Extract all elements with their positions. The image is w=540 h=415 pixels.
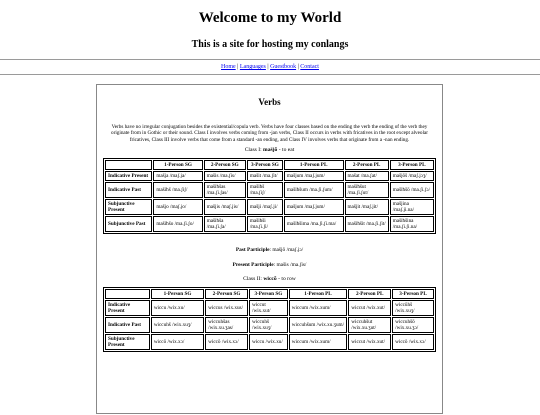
table-row — [105, 317, 434, 333]
row-header: Subjunctive Past — [105, 216, 152, 232]
table-cell: mašjina /maʃ.ji.na/ — [390, 199, 434, 215]
table-cell: mašja /maʃ.ja/ — [153, 171, 202, 181]
table-cell: wiccum /wix.xum/ — [289, 300, 348, 316]
present-participle — [102, 262, 437, 268]
table-cell: mašji /maʃ.ji/ — [247, 199, 283, 215]
divider-bottom — [0, 74, 540, 75]
nav-link-guestbook[interactable]: Guestbook — [270, 64, 297, 70]
table-cell: mašiħšō /ma.ʃi.ʃɔ/ — [390, 182, 434, 198]
table-cell: wiccuhšas /wix.xu.ʒas/ — [205, 317, 248, 333]
table-cell: wiccuhš /wix.xuʒ/ — [249, 317, 288, 333]
table-cell: wiccuhšō /wix.xu.ʒɔ/ — [392, 317, 434, 333]
column-header: 3-Person PL — [392, 289, 434, 299]
column-header: 2-Person PL — [348, 289, 391, 299]
nav-link-home[interactable]: Home — [221, 64, 236, 70]
table-cell: mašiħšum /ma.ʃi.ʃum/ — [284, 182, 344, 198]
column-header: 1-Person SG — [153, 160, 202, 170]
nav-separator: | — [237, 64, 239, 70]
class-label: Class I: — [244, 147, 262, 154]
table-cell: mašjum /maʃ.jum/ — [284, 199, 344, 215]
present-participle-value: : mašis /ma.ʃis/ — [273, 262, 307, 269]
table-cell: wiccuhš /wix.xuʒ/ — [151, 317, 204, 333]
table-cell: mašiħši /ma.ʃi.ʃi/ — [247, 216, 283, 232]
conjugation-table-class-2 — [103, 287, 436, 352]
table-cell: mašjōš /maʃ.jɔʒ/ — [390, 171, 434, 181]
table-cell: mašjo /maʃ.jo/ — [153, 199, 202, 215]
table-cell: mašiħšas /ma.ʃi.ʃas/ — [204, 182, 246, 198]
section-heading: Verbs — [258, 97, 281, 107]
table-cell: mašiħša /ma.ʃi.ʃa/ — [204, 216, 246, 232]
table-cell: mašiħš /ma.ʃiʃ/ — [247, 182, 283, 198]
table-cell: wiccum /wix.xum/ — [289, 334, 348, 350]
table-cell: wiccuhšum /wix.xu.ʒum/ — [289, 317, 348, 333]
table-header-row — [105, 289, 434, 299]
table-cell: mašiħšo /ma.ʃi.ʃo/ — [153, 216, 202, 232]
column-header: 1-Person PL — [289, 289, 348, 299]
intro-paragraph: Verbs have no irregular conjugation besides the existential/copula verb. Verbs have four classes based on the ending the verb the ending of the verb they originate from in Gothic or their sound. Class I involves verbs coming from -jan verbs, Class II occurs in verbs with fricatives in the root except alveolar fricatives, Class III involve verbs that come from a standard -an ending, and Class IV involves verbs that originate from a -nan ending. — [111, 124, 428, 143]
table-cell: wiccō /wix.xɔ/ — [392, 334, 434, 350]
table-cell: mašjit /maʃ.jit/ — [345, 199, 389, 215]
row-header: Subjunctive Present — [105, 334, 150, 350]
table-cell: wiccuhšut /wix.xu.ʒut/ — [348, 317, 391, 333]
row-header: Indicative Present — [105, 171, 152, 181]
past-participle-label: Past Participle — [235, 247, 270, 254]
class-label: Class II: — [243, 276, 262, 283]
table-cell: mašat /ma.ʃat/ — [345, 171, 389, 181]
class-gloss: - to row — [278, 276, 296, 283]
column-header — [105, 289, 150, 299]
past-participle-value: : mašjō /maʃ.jɔ/ — [269, 247, 304, 254]
table-cell: mašiħš /ma.ʃiʃ/ — [153, 182, 202, 198]
table-cell: mašjum /maʃ.jum/ — [284, 171, 344, 181]
nav-bar — [0, 63, 540, 71]
column-header: 3-Person SG — [247, 160, 283, 170]
nav-link-contact[interactable]: Contact — [300, 64, 319, 70]
table-cell: mašjis /maʃ.jis/ — [204, 199, 246, 215]
table-cell: mašiħšina /ma.ʃi.ʃi.na/ — [390, 216, 434, 232]
divider-top — [0, 59, 540, 60]
table-row — [105, 182, 434, 198]
table-cell: mašiħšima /ma.ʃi.ʃi.ma/ — [284, 216, 344, 232]
column-header: 2-Person PL — [345, 160, 389, 170]
table-cell: wiccut /wix.xut/ — [348, 300, 391, 316]
table-cell: wiccu /wix.xu/ — [249, 334, 288, 350]
row-header: Subjunctive Present — [105, 199, 152, 215]
site-subtitle: This is a site for hosting my conlangs — [191, 39, 349, 50]
table-row — [105, 216, 434, 232]
row-header: Indicative Past — [105, 317, 150, 333]
column-header: 3-Person SG — [249, 289, 288, 299]
table-cell: wiccut /wix.xut/ — [348, 334, 391, 350]
column-header: 2-Person SG — [205, 289, 248, 299]
table-row — [105, 300, 434, 316]
column-header — [105, 160, 152, 170]
class-verb: mašjō — [263, 147, 278, 154]
table-cell: wiccus /wix.xus/ — [205, 300, 248, 316]
nav-separator: | — [297, 64, 299, 70]
nav-separator: | — [267, 64, 269, 70]
table-header-row — [105, 160, 434, 170]
site-title: Welcome to my World — [198, 10, 342, 26]
table-cell: mašiħšut /ma.ʃi.ʃut/ — [345, 182, 389, 198]
class-caption — [102, 276, 437, 283]
column-header: 2-Person SG — [204, 160, 246, 170]
present-participle-label: Present Participle — [232, 262, 274, 269]
row-header: Indicative Past — [105, 182, 152, 198]
nav-link-languages[interactable]: Languages — [239, 64, 266, 70]
table-cell: wiccō /wix.xɔ/ — [205, 334, 248, 350]
class-gloss: - to eat — [278, 147, 295, 154]
column-header: 1-Person PL — [284, 160, 344, 170]
table-cell: wiccō /wix.xɔ/ — [151, 334, 204, 350]
table-row — [105, 199, 434, 215]
past-participle — [102, 247, 437, 253]
table-cell: mašit /ma.ʃit/ — [247, 171, 283, 181]
table-cell: wiccūhš /wix.xuʒ/ — [392, 300, 434, 316]
content-box — [96, 84, 443, 414]
row-header: Indicative Present — [105, 300, 150, 316]
conjugation-table-class-1 — [103, 158, 436, 234]
class-verb: wiccō — [263, 276, 277, 283]
table-cell: wiccut /wix.xut/ — [249, 300, 288, 316]
table-cell: mašiħšit /ma.ʃi.ʃit/ — [345, 216, 389, 232]
column-header: 3-Person PL — [390, 160, 434, 170]
table-cell: wiccu /wix.xu/ — [151, 300, 204, 316]
table-row — [105, 171, 434, 181]
column-header: 1-Person SG — [151, 289, 204, 299]
table-cell: mašis /ma.ʃis/ — [204, 171, 246, 181]
table-row — [105, 334, 434, 350]
class-caption — [102, 147, 437, 154]
